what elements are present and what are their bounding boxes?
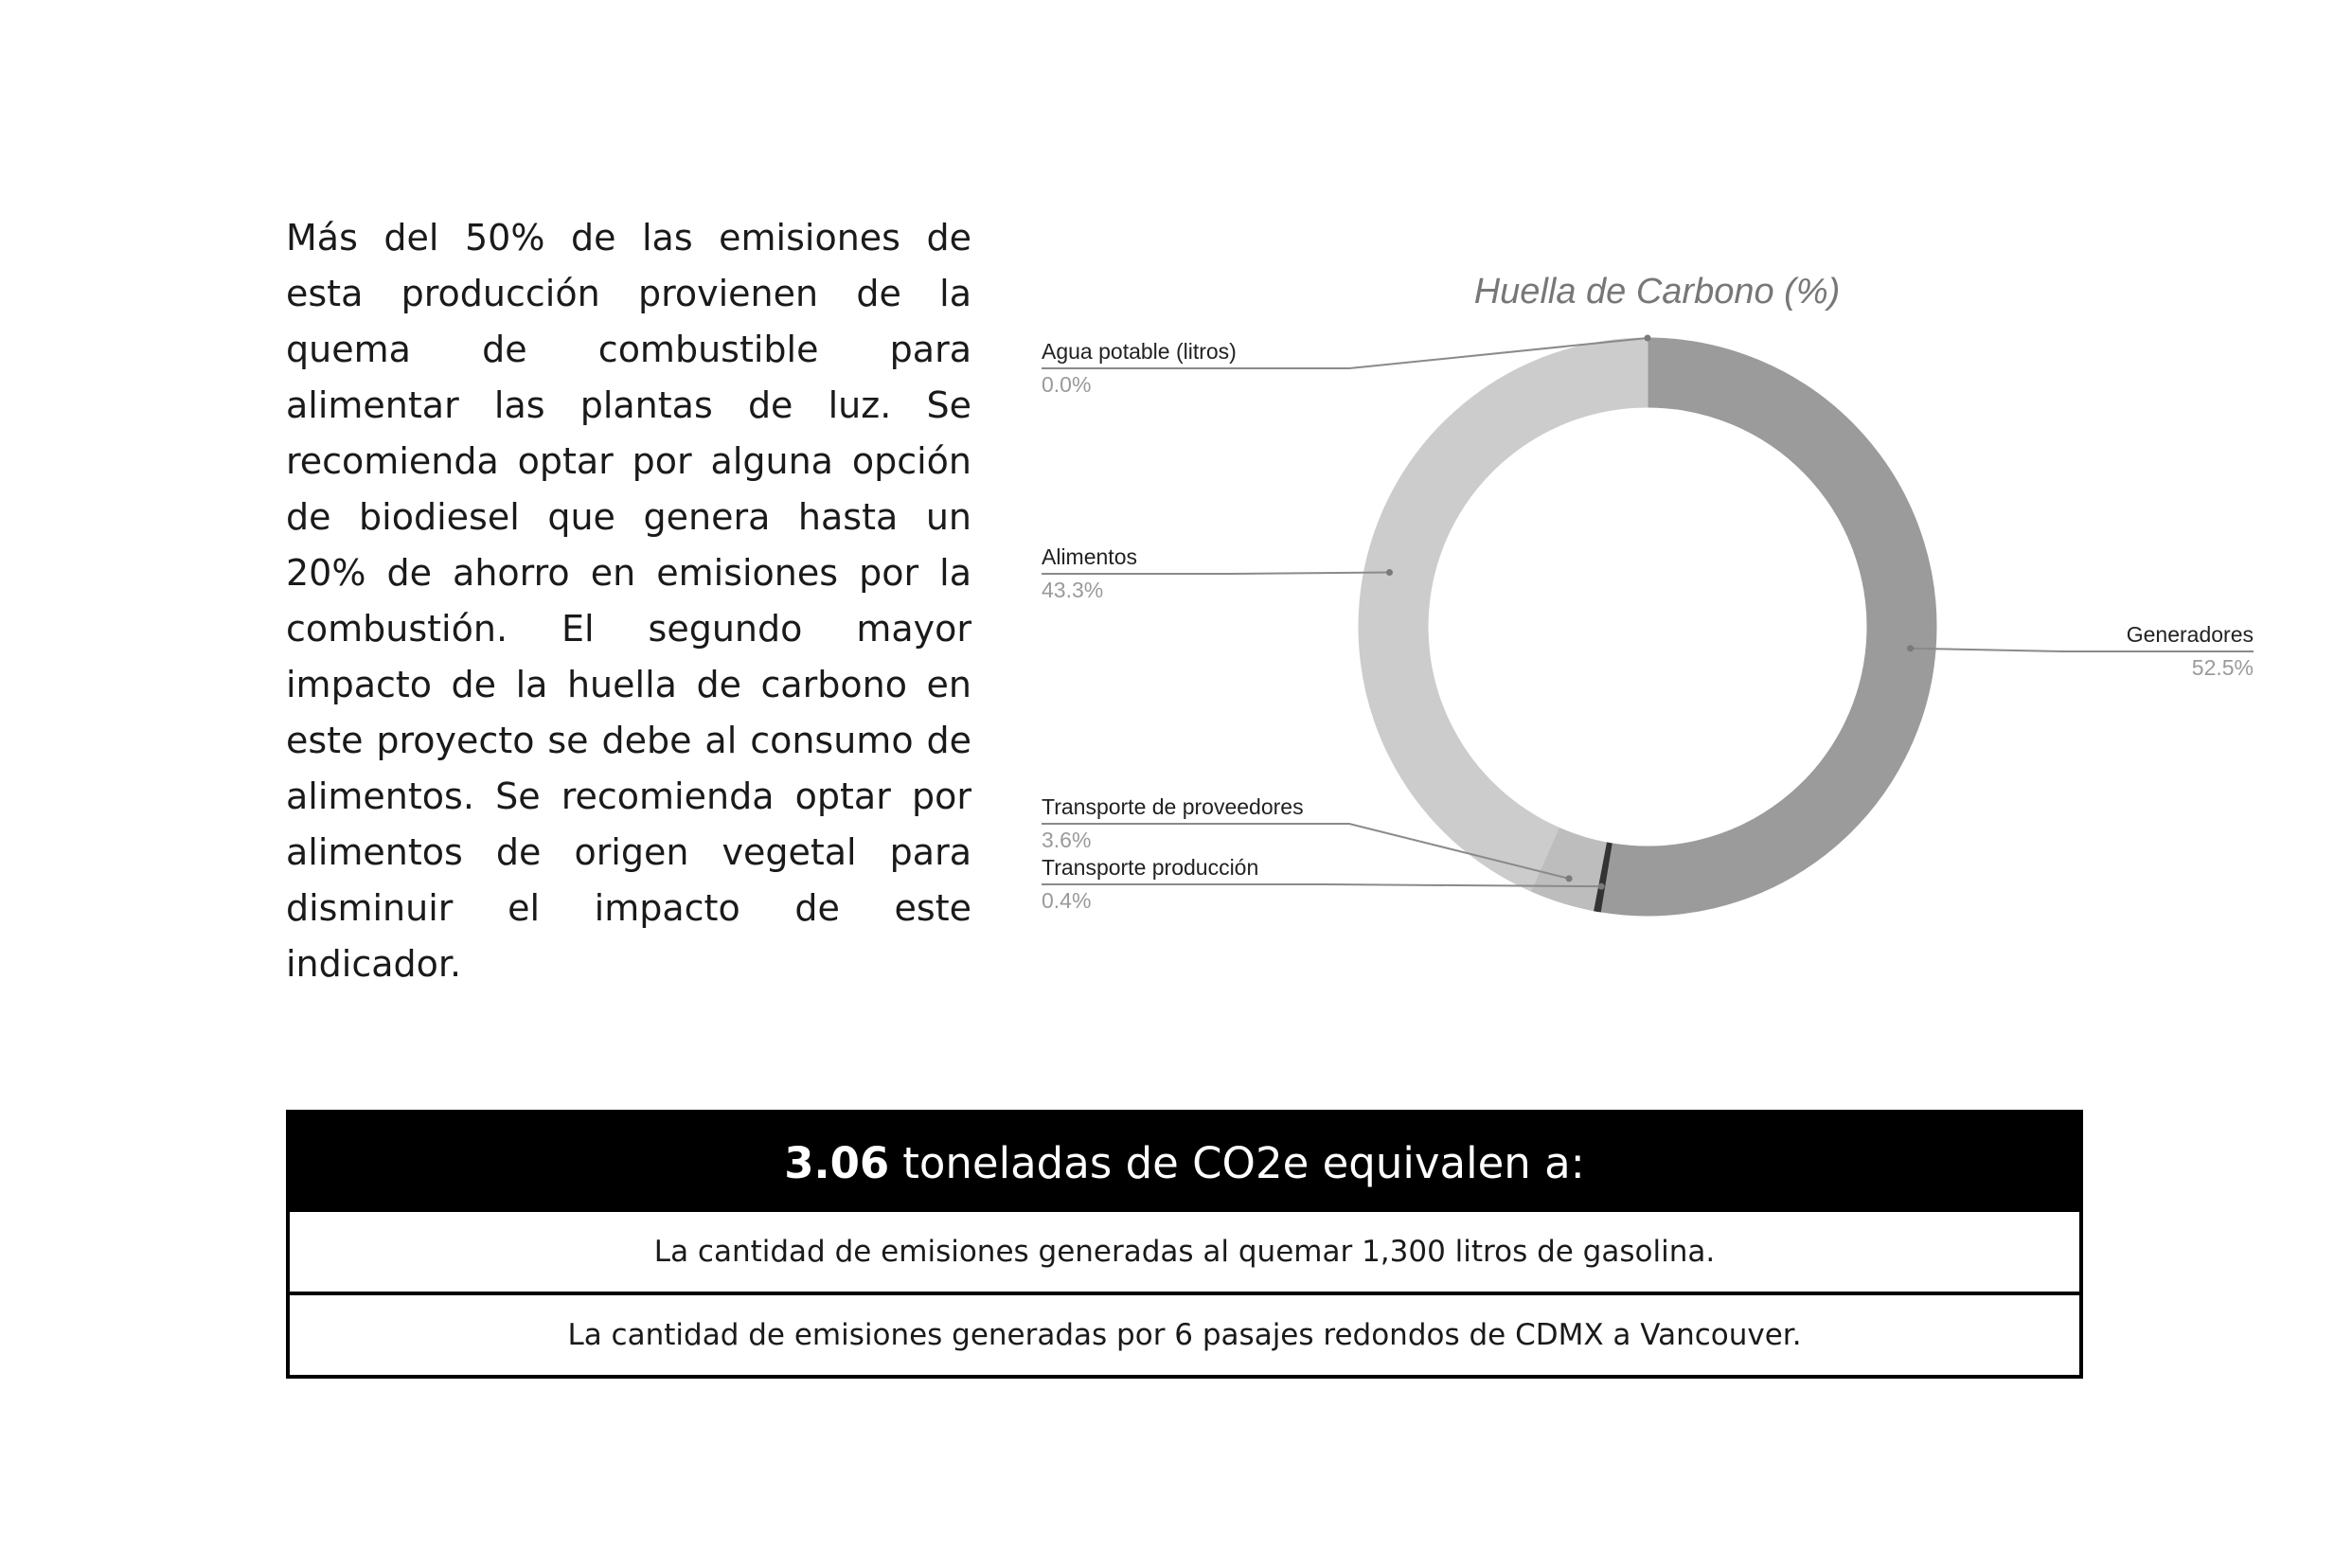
slice-value-agua-potable-litros: 0.0% — [1042, 372, 1092, 397]
leader-dot-transporte-produccion — [1598, 883, 1605, 890]
equivalence-row — [290, 1212, 2079, 1292]
slice-label-transporte-de-proveedores: Transporte de proveedores — [1042, 794, 1304, 819]
intro-paragraph: Más del 50% de las emisiones de esta producción provienen de la quema de combustible para alimentar las plantas de luz. Se recomienda optar por alguna opción de biodiesel que genera hasta un 20% de ahorro en emisiones por la combustión. El segundo mayor impacto de la huella de carbono en este proyecto se debe al consumo de alimentos. Se recomienda optar por alimentos de origen vegetal para disminuir el impacto de este indicador. — [286, 217, 971, 985]
leader-dot-transporte-de-proveedores — [1566, 875, 1573, 882]
slice-generadores — [1600, 338, 1936, 916]
equivalence-row-text: La cantidad de emisiones generadas por 6 pasajes redondos de CDMX a Vancouver. — [567, 1318, 1802, 1352]
slice-value-generadores: 52.5% — [2191, 655, 2254, 680]
slice-value-alimentos: 43.3% — [1042, 578, 1104, 602]
slice-label-transporte-produccion: Transporte producción — [1042, 855, 1259, 880]
chart-title: Huella de Carbono (%) — [1473, 272, 1841, 312]
equivalence-heading: toneladas de CO2e equivalen a: — [902, 1137, 1585, 1188]
leader-dot-generadores — [1907, 645, 1914, 651]
donut-slices — [1359, 338, 1936, 916]
slice-labels — [1042, 339, 2254, 913]
carbon-footprint-donut-chart — [1032, 256, 2282, 937]
equivalence-row-text: La cantidad de emisiones generadas al quemar 1,300 litros de gasolina. — [653, 1235, 1716, 1269]
slice-value-transporte-produccion: 0.4% — [1042, 888, 1092, 913]
slice-value-transporte-de-proveedores: 3.6% — [1042, 828, 1092, 852]
equivalence-row — [290, 1292, 2079, 1375]
leader-line-alimentos — [1042, 573, 1389, 574]
leader-dot-alimentos — [1386, 569, 1393, 576]
equivalence-header — [290, 1114, 2079, 1212]
slice-label-agua-potable-litros: Agua potable (litros) — [1042, 339, 1237, 364]
slice-alimentos — [1359, 338, 1648, 891]
co2e-amount: 3.06 — [784, 1137, 890, 1188]
slice-label-alimentos: Alimentos — [1042, 544, 1137, 569]
leader-dot-agua-potable-litros — [1645, 335, 1651, 342]
equivalence-table — [286, 1110, 2083, 1379]
leader-line-generadores — [1911, 649, 2254, 651]
slice-label-generadores: Generadores — [2126, 622, 2254, 647]
